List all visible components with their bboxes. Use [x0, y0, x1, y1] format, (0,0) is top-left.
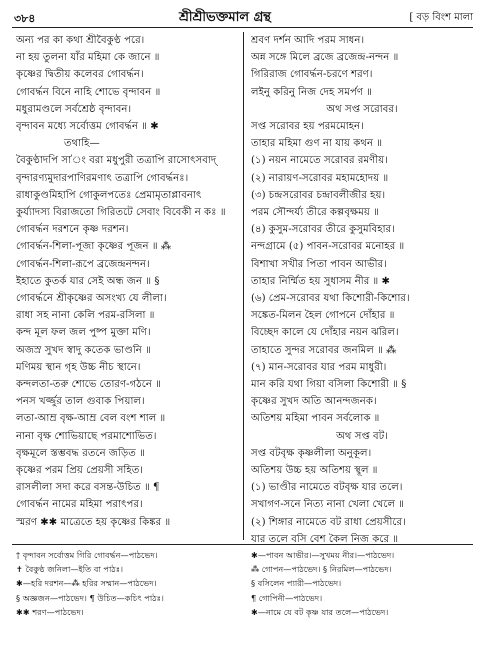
verse-line: সখাগণ-সনে নিত্য নানা খেলা খেলে ॥ [251, 499, 405, 511]
sanskrit-line: কুর্য্যাদস্য বিরাজতো গিরিতটে সেবাং বিবেকী ন কঃ ॥ [16, 207, 226, 219]
verse-line: (৭) মান-সরোবর যার পরম মাধুরী। [251, 361, 387, 373]
verse-line: সপ্ত সরোবর হয় পরমমোহন। [251, 121, 364, 133]
verse-line: স্মরণ ✱✱ মাত্রেতে হয় কৃষ্ণের কিঙ্কর ॥ [16, 516, 171, 528]
verse-line: গোবর্দ্ধন নামের মহিমা পরাৎপর। [16, 499, 143, 511]
verse-line: (১) নয়ন নামেতে সরোবর রমণীয়। [251, 155, 388, 167]
chapter-label: [ বড় বিংশ মালা [409, 12, 473, 23]
right-column [251, 32, 473, 548]
left-column [16, 32, 236, 531]
footnote: ¶ গোপিনী—পাঠভেদ। [251, 592, 323, 603]
verse-line: বিশাখা সখীর পিতা পাবন আভীর। [251, 258, 387, 270]
verse-line: কৃষ্ণের সুখদ অতি আনন্দজনক। [251, 396, 377, 408]
verse-line: গোবর্দ্ধনে শ্রীকৃষ্ণের অসংখ্য যে লীলা। [16, 293, 167, 305]
verse-line: রাসলীলা সদা করে বসন্ত-উচিত ॥ ¶ [16, 482, 160, 494]
sanskrit-line: বৃন্দারণ্যমুদারপাণিরমণাৎ তত্রাপি গোবর্দ্ধনঃ। [16, 172, 189, 184]
footnote: ✝ বৈকুণ্ঠ জনিলা—ইতি বা পাঠঃ। [16, 564, 124, 575]
verse-line: ইহাতে কুতর্ক যার সেই অন্ধ জন ॥ § [16, 275, 160, 287]
verse-line: গিরিরাজ গোবর্দ্ধন-চরণে শরণ। [251, 69, 373, 81]
footnote: ✱✱ শরণ—পাঠভেদ। [16, 606, 84, 617]
sanskrit-line: বৈকুণ্ঠাদপি সা'ং বরা মধুপুরী তত্রাপি রাসোৎসবাদ্ [16, 155, 217, 167]
verse-line: কন্দলতা-তরু শোভে তোরণ-গঠনে ॥ [16, 379, 161, 391]
verse-line: (২) শিঙ্গার নামেতে বট রাধা প্রেয়সীরে। [251, 516, 406, 528]
verse-line: (২) নারায়ণ-সরোবর মহামহোদয় ॥ [251, 172, 389, 184]
book-title: শ্রীশ্রীভক্তমাল গ্রন্থ [179, 10, 271, 25]
verse-line: শ্রবণ দর্শন আদি পরম সাধন। [251, 35, 365, 46]
verse-line: (৬) প্রেম-সরোবর যথা কিশোরী-কিশোর। [251, 293, 410, 305]
verse-line: কৃষ্ণের পরম প্রিয় প্রেয়সী সহিত। [16, 465, 143, 477]
page-header [14, 8, 473, 26]
footnote: † বৃন্দাবন সর্বোত্তম গিরি গোবর্দ্ধন—পাঠভেদ। [16, 550, 158, 560]
footnote: ⁂ গোপন—পাঠভেদ। § নিরমিল—পাঠভেদ। [251, 564, 392, 575]
verse-line: গোবর্দ্ধন বিনে নাহি শোভে বৃন্দাবন ॥ [16, 86, 161, 98]
section-heading: অথ সপ্ত সরোবর। [326, 103, 398, 115]
verse-line: মধুরামণ্ডলে সর্বশ্রেষ্ঠ বৃন্দাবন। [16, 103, 132, 115]
verse-line: নানা বৃক্ষ শোভিয়াছে পরমাশোভিত। [16, 430, 157, 442]
verse-line: সঙ্কেত-মিলন হৈল গোপনে দোঁহার ॥ [251, 310, 395, 322]
verse-line: (১) ভাণ্ডীর নামেতে বটবৃক্ষ যার তলে। [251, 482, 403, 494]
verse-line: না হয় তুলনা যাঁর মহিমা কে জানে ॥ [16, 52, 160, 64]
footnotes-right [251, 548, 473, 619]
section-heading: তথাহি— [64, 138, 100, 150]
verse-line: গোবর্দ্ধন-শিলা-পূজা কৃষ্ণের পূজন ॥ ⁂ [16, 241, 172, 253]
verse-line: সপ্ত বটবৃক্ষ কৃষ্ণলীলা অনুকূল। [251, 447, 372, 459]
verse-line: গোবর্দ্ধন দরশনে কৃষ্ণ দরশন। [16, 224, 129, 236]
verse-line: রাধা সহ নানা কেলি পরম-রসিলা ॥ [16, 310, 155, 322]
verse-line: মান করি যথা গিয়া বসিলা কিশোরী ॥ § [251, 379, 407, 391]
verse-line: অন্য পর কা কথা শ্রীবৈকুণ্ঠ পরে। [16, 35, 145, 46]
verse-line: পরম সৌন্দর্য্য তীরে কল্পবৃক্ষময় ॥ [251, 207, 379, 219]
footnote: ✱—নামে যে বট কৃষ্ণ যার তলে—পাঠভেদ। [251, 606, 389, 617]
page-number: ৩৮৪ [14, 12, 36, 25]
header-rule [12, 27, 473, 28]
section-heading: অথ সপ্ত বট। [336, 430, 388, 442]
verse-line: যার তলে বসি বেশ কৈল নিজ করে ॥ [251, 533, 399, 545]
verse-line: (৪) কুসুম-সরোবর তীরে কুসুমবিহার। [251, 224, 395, 236]
footnote: ✱—পাবন আভীর।—সুখময় নীর।—পাঠভেদ। [251, 550, 395, 560]
verse-line: তাহার মহিমা গুণ না যায় কথন ॥ [251, 138, 383, 150]
footnotes-left [16, 548, 238, 619]
column-divider [243, 32, 244, 540]
sanskrit-line: রাধাকুণ্ডমিহাপি গোকুলপতেঃ প্রেমামৃতাপ্লাবনাৎ [16, 189, 202, 201]
verse-line: (৩) চন্দ্রসরোবর চন্দ্রাবলীজীর হয়। [251, 189, 386, 201]
footnote: ✱—হরি দরশন—⁂ হরির সম্মান—পাঠভেদ। [16, 578, 157, 589]
verse-line: লইনু করিনু নিজ দেহ সমর্পণ ॥ [251, 86, 373, 98]
verse-line: বৃন্দাবন মধ্যে সর্বোত্তম গোবর্দ্ধন ॥ ✱ [16, 121, 159, 133]
verse-line: লতা-আম্র বৃক্ষ-আম্র বেল বংশ শাল ॥ [16, 413, 166, 425]
verse-line: গোবর্দ্ধন-শিলা-রূপে ব্রজেন্দ্রনন্দন। [16, 258, 150, 270]
verse-line: অতিশয় উচ্চ হয় অতিশয় স্থূল ॥ [251, 465, 378, 477]
verse-line: কৃষ্ণের দ্বিতীয় কলেবর গোবর্দ্ধন। [16, 69, 144, 81]
verse-line: তাহার নির্ম্মিত হয় সুধাসম নীর ॥ ✱ [251, 275, 391, 287]
verse-line: তাহাতে সুন্দর সরোবর জনমিল ॥ ⁂ [251, 344, 397, 356]
verse-line: অতিশয় মহিমা পাবন সর্বলোক ॥ [251, 413, 380, 425]
verse-line: বৃক্ষমূলে স্তম্ভবদ্ধ রতনে জড়িত ॥ [16, 447, 145, 459]
verse-line: পনস খর্জ্জুর তাল গুবাক পিয়াল। [16, 396, 145, 408]
verse-line: বিচ্ছেদ কালে যে দোঁহার নয়ন ঝরিল। [251, 327, 399, 339]
verse-line: অজস্র সুখদ স্বাদু কতেক ভাণ্ডনি ॥ [16, 344, 151, 356]
footnote: § অজ্ঞজন—পাঠভেদ। ¶ উচিত—কচিৎ পাঠঃ। [16, 592, 164, 603]
verse-line: নন্দগ্রামে (৫) পাবন-সরোবর মনোহর ॥ [251, 241, 405, 253]
footnote: § বসিলেন প্যারী—পাঠভেদ। [251, 578, 342, 589]
verse-line: মণিময় স্থান গৃহ উচ্চ নীচ স্থানে। [16, 361, 141, 373]
verse-line: কন্দ মূল ফল জল পুষ্প মুক্তা মণি। [16, 327, 151, 339]
verse-line: অন্ন সঙ্গে মিলে ব্রজে ব্রজেন্দ্র-নন্দন ॥ [251, 52, 399, 64]
footnote-rule [12, 544, 473, 545]
